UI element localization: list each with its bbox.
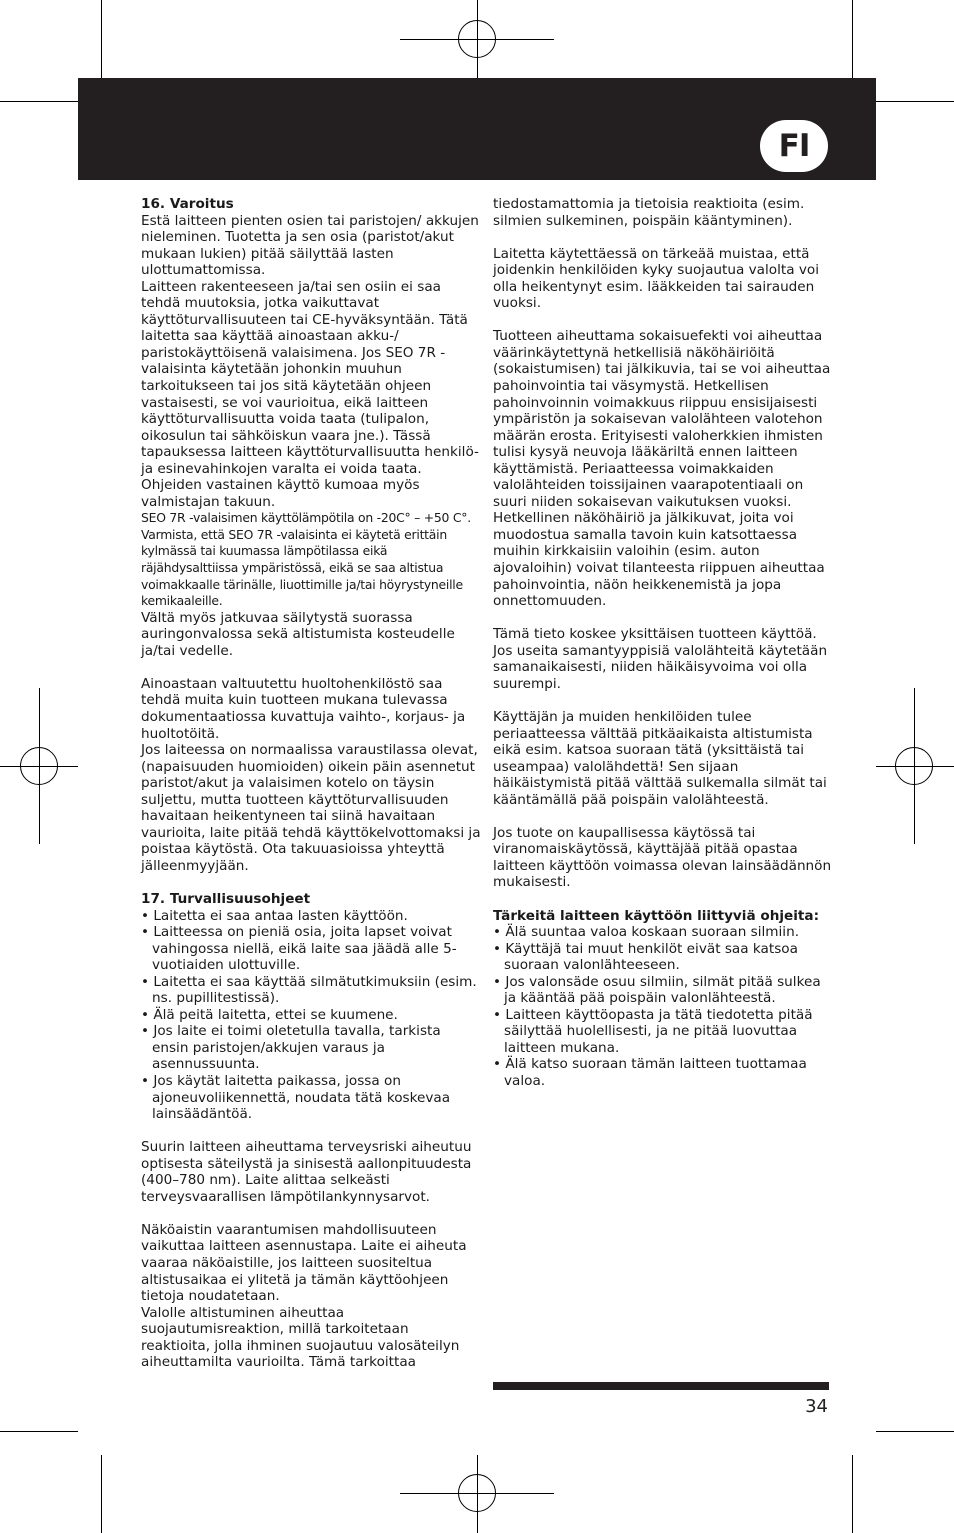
- list-item: • Älä katso suoraan tämän laitteen tuottamaa valoa.: [493, 1056, 833, 1089]
- paragraph: Jos tuote on kaupallisessa käytössä tai viranomaiskäytössä, käyttäjää pitää opastaa laitteen käyttöön voimassa olevan lainsäädännön mukaisesti.: [493, 824, 832, 891]
- crop-mark: [876, 1431, 954, 1432]
- section-16-title: 16. Varoitus: [141, 196, 234, 212]
- section-17-title: 17. Turvallisuusohjeet: [141, 890, 311, 907]
- paragraph: Tämä tieto koskee yksittäisen tuotteen käyttöä. Jos useita samantyyppisiä valolähteitä käytetään samanaikaisesti, niiden häikäisyvoima voi olla suurempi.: [493, 626, 828, 692]
- list-item: • Älä suuntaa valoa koskaan suoraan silmiin.: [493, 924, 833, 941]
- list-item: • Laitetta ei saa käyttää silmätutkimuksiin (esim. ns. pupillitestissä).: [141, 974, 481, 1007]
- paragraph: Estä laitteen pienten osien tai paristojen/ akkujen nieleminen. Tuotetta ja sen osia (paristot/akut mukaan lukien) pitää säilyttää lasten ulottumattomissa.: [141, 212, 479, 279]
- paragraph: Näköaistin vaarantumisen mahdollisuuteen vaikuttaa laitteen asennustapa. Laite ei aiheuta vaaraa näköaistille, jos laitteen suositeltua altistusaikaa ei ylitetä ja tämän käyttöohjeen tietoja noudatetaan.: [141, 1221, 467, 1305]
- header-band: [78, 78, 876, 180]
- list-item: • Laitteen käyttöopasta ja tätä tiedotetta pitää säilyttää huolellisesti, ja ne pitää luovuttaa laitteen mukana.: [493, 1007, 833, 1057]
- left-column: [141, 196, 481, 1371]
- crop-mark: [876, 101, 954, 102]
- right-column: [493, 196, 833, 1090]
- page-number: 34: [805, 1396, 828, 1417]
- crop-mark: [852, 0, 853, 78]
- paragraph: Tuotteen aiheuttama sokaisuefekti voi aiheuttaa väärinkäytettynä hetkellisiä näköhäiriöitä (sokaistumisen) tai jälkikuvia, tai se voi aiheuttaa pahoinvointia tai väsymystä. Hetkellisen pahoinvoinnin voimakkuus riippuu ensisijaisesti ympäristön ja sokaisevan valolähteen valotehon määrän erosta. Erityisesti valoherkkien ihmisten tulisi kysyä neuvoja lääkäriltä ennen laitteen käyttämistä. Periaatteessa voimakkaiden valolähteiden toissijainen vaarapotentiaali on suuri niiden sokaisevan vaikutuksen vuoksi. Hetkellinen näköhäiriö ja jälkikuvat, joita voi muodostua samalla tavoin kuin katsottaessa muihin kirkkaisiin valoihin (esim. auton ajovaloihin) voivat tilanteesta riippuen aiheuttaa pahoinvointia, näön heikkenemistä ja jopa onnettomuuden.: [493, 328, 831, 610]
- paragraph: Jos laiteessa on normaalissa varaustilassa olevat, (napaisuuden huomioiden) oikein päin asennetut paristot/akut ja valaisimen kotelo on täysin suljettu, mutta tuotteen käyttöturvallisuuden havaitaan heikentyneen tai siinä havaitaan vaurioita, laite pitää tehdä käyttökelvottomaksi ja poistaa käytöstä. Ota takuuasioissa yhteyttä jälleenmyyjään.: [141, 742, 481, 874]
- tips-title: Tärkeitä laitteen käyttöön liittyviä ohjeita:: [493, 907, 820, 924]
- list-item: • Älä peitä laitetta, ettei se kuumene.: [141, 1007, 481, 1024]
- paragraph: SEO 7R -valaisimen käyttölämpötila on -20C° – +50 C°. Varmista, että SEO 7R -valaisinta ei käytetä erittäin kylmässä tai kuumassa lämpötilassa eikä räjähdysalttiissa ympäristössä, eikä se saa altistua voimakkaalle tärinälle, liuottimille ja/tai höyrystyneille kemikaaleille.: [141, 510, 471, 609]
- paragraph: Vältä myös jatkuvaa säilytystä suorassa auringonvalossa sekä altistumista kosteudelle ja/tai vedelle.: [141, 609, 455, 659]
- list-item: • Jos laite ei toimi oletetulla tavalla, tarkista ensin paristojen/akkujen varaus ja asennussuunta.: [141, 1023, 481, 1073]
- safety-list: [141, 908, 481, 1123]
- list-item: • Jos käytät laitetta paikassa, jossa on ajoneuvoliikennettä, noudata tätä koskevaa lainsäädäntöä.: [141, 1073, 481, 1123]
- footer-rule: [493, 1382, 829, 1390]
- crop-mark: [0, 101, 78, 102]
- crop-mark: [852, 1455, 853, 1533]
- paragraph: Ainoastaan valtuutettu huoltohenkilöstö saa tehdä muita kuin tuotteen mukana tulevassa dokumentaatiossa kuvattuja vaihto-, korjaus- ja huoltotöitä.: [141, 675, 466, 742]
- paragraph: tiedostamattomia ja tietoisia reaktioita (esim. silmien sulkeminen, poispäin kääntyminen).: [493, 196, 805, 229]
- paragraph: Käyttäjän ja muiden henkilöiden tulee periaatteessa välttää pitkäaikaista altistumista eikä esim. katsoa suoraan tätä (yksittäistä tai useampaa) valolähdettä! Sen sijaan häikäistymistä pitää välttää sulkemalla silmät tai kääntämällä pää poispäin valolähteestä.: [493, 708, 827, 808]
- paragraph: Laitetta käytettäessä on tärkeää muistaa, että joidenkin henkilöiden kyky suojautua valolta voi olla heikentynyt esim. lääkkeiden tai sairauden vuoksi.: [493, 245, 819, 312]
- paragraph: Valolle altistuminen aiheuttaa suojautumisreaktion, millä tarkoitetaan reaktioita, jolla ihminen suojautuu valosäteilyn aiheuttamilta vaurioilta. Tämä tarkoittaa: [141, 1304, 460, 1371]
- crop-mark: [101, 0, 102, 78]
- tips-list: [493, 924, 833, 1089]
- list-item: • Laitteessa on pieniä osia, joita lapset voivat vahingossa niellä, eikä laite saa jäädä alle 5-vuotiaiden ulottuville.: [141, 924, 481, 974]
- crop-mark: [101, 1455, 102, 1533]
- language-badge: FI: [760, 120, 828, 172]
- list-item: • Laitetta ei saa antaa lasten käyttöön.: [141, 908, 481, 925]
- list-item: • Käyttäjä tai muut henkilöt eivät saa katsoa suoraan valonlähteeseen.: [493, 941, 833, 974]
- paragraph: Suurin laitteen aiheuttama terveysriski aiheutuu optisesta säteilystä ja sinisestä aallonpituudesta (400–780 nm). Laite alittaa selkeästi terveysvaarallisen lämpötilankynnysarvot.: [141, 1139, 472, 1205]
- crop-mark: [0, 1431, 78, 1432]
- paragraph: Laitteen rakenteeseen ja/tai sen osiin ei saa tehdä muutoksia, jotka vaikuttavat käyttöturvallisuuteen tai CE-hyväksyntään. Tätä laitetta saa käyttää ainoastaan akku-/ paristokäyttöisenä valaisimena. Jos SEO 7R -valaisinta käytetään johonkin muuhun tarkoitukseen tai jos sitä käytetään ohjeen vastaisesti, se voi vaurioitua, eikä laitteen käyttöturvallisuutta voida taata (tulipalon, oikosulun tai sähköiskun vaara jne.). Tässä tapauksessa laitteen käyttöturvallisuutta henkilö- ja esinevahinkojen varalta ei voida taata. Ohjeiden vastainen käyttö kumoaa myös valmistajan takuun.: [141, 278, 479, 510]
- list-item: • Jos valonsäde osuu silmiin, silmät pitää sulkea ja kääntää pää poispäin valonlähteestä.: [493, 974, 833, 1007]
